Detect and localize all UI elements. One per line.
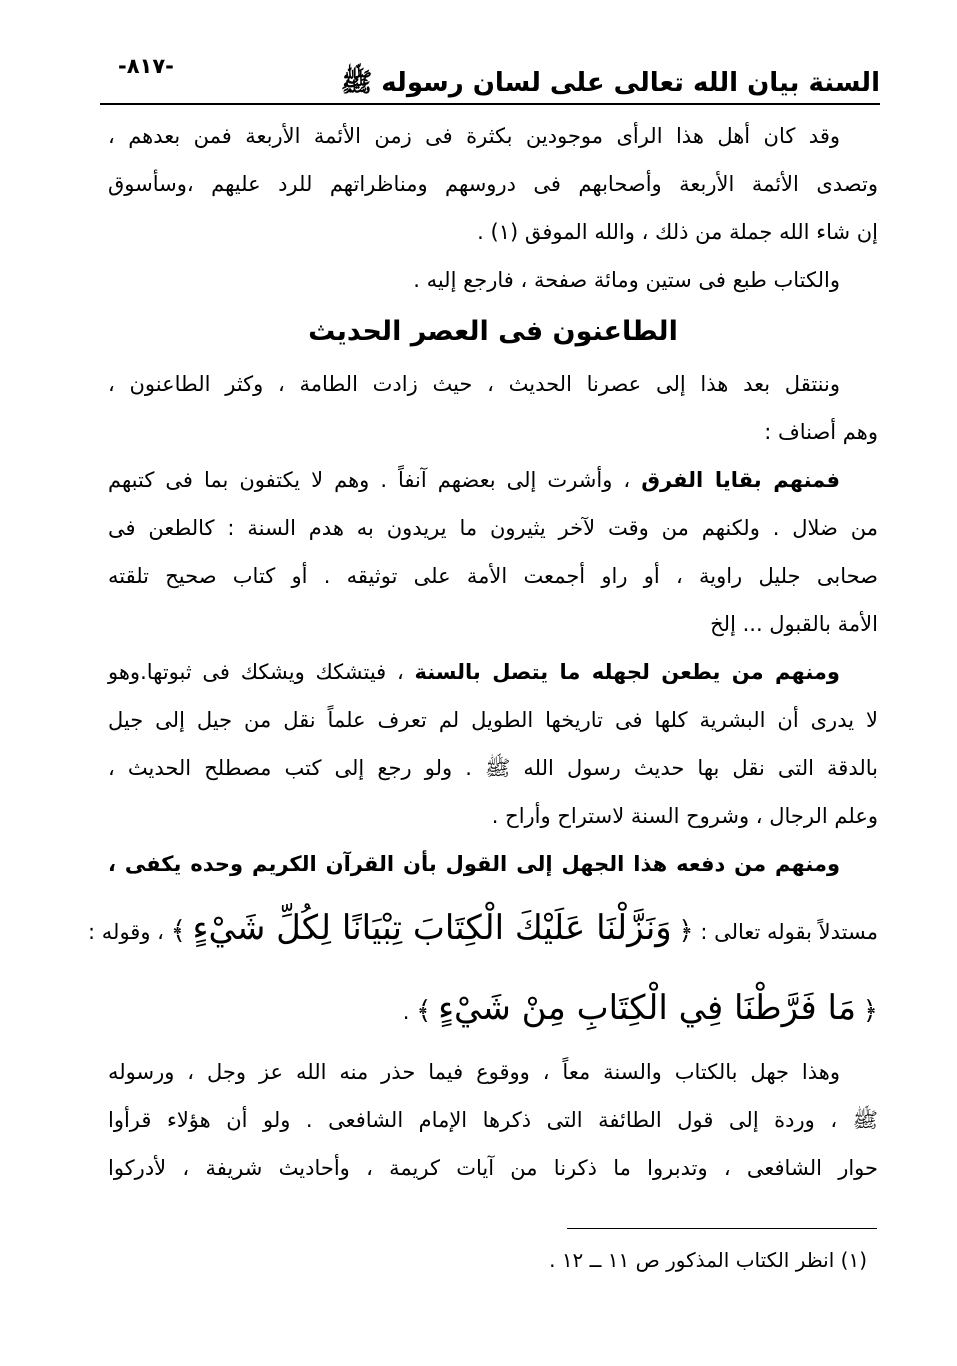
line-text: ، وأشرت إلى بعضهم آنفاً . وهم لا يكتفون بما فى كتبهم: [108, 468, 631, 492]
line-text: ، وقوله :: [88, 920, 164, 944]
paragraph-line: وهذا جهل بالكتاب والسنة معاً ، ووقوع فيما حذر منه الله عز وجل ، ورسوله: [108, 1060, 840, 1084]
paragraph-line: من ضلال . ولكنهم من وقت لآخر يثيرون ما يريدون به هدم السنة : كالطعن فى: [108, 516, 878, 540]
paragraph-line: ومنهم من دفعه هذا الجهل إلى القول بأن القرآن الكريم وحده يكفى ،: [108, 852, 840, 876]
quran-verse: مَا فَرَّطْنَا فِي الْكِتَابِ مِنْ شَيْءٍ: [438, 988, 857, 1028]
paragraph-line: الأمة بالقبول ... إلخ: [710, 612, 878, 636]
ornate-bracket-close: ﴾: [170, 916, 186, 946]
paragraph-line: حوار الشافعى ، وتدبروا ما ذكرنا من آيات كريمة ، وأحاديث شريفة ، لأدركوا: [108, 1156, 878, 1180]
line-text: مستدلاً بقوله تعالى :: [700, 920, 878, 944]
paragraph-line: وهم أصناف :: [764, 420, 878, 444]
paragraph-line: والكتاب طبع فى ستين ومائة صفحة ، فارجع إليه .: [413, 268, 840, 292]
paragraph-line: بالدقة التى نقل بها حديث رسول الله ﷺ . ولو رجع إلى كتب مصطلح الحديث ،: [108, 756, 878, 780]
section-heading: الطاعنون فى العصر الحديث: [308, 316, 678, 347]
paragraph-line: [108, 648, 878, 696]
paragraph-line: وننتقل بعد هذا إلى عصرنا الحديث ، حيث زادت الطامة ، وكثر الطاعنون ،: [108, 372, 840, 396]
paragraph-line: صحابى جليل راوية ، أو راو أجمعت الأمة على توثيقه . أو كتاب صحيح تلقته: [108, 564, 878, 588]
header-rule: [100, 103, 880, 105]
ornate-bracket-open: ﴿: [678, 916, 694, 946]
paragraph-line: وعلم الرجال ، وشروح السنة لاستراح وأراح .: [491, 804, 878, 828]
ornate-bracket-close: ﴾: [416, 996, 432, 1026]
line-text: .: [402, 1000, 410, 1024]
ornate-bracket-open: ﴿: [862, 996, 878, 1026]
paragraph-line: وقد كان أهل هذا الرأى موجودين بكثرة فى زمن الأئمة الأربعة فمن بعدهم ،: [108, 124, 840, 148]
paragraph-line: إن شاء الله جملة من ذلك ، والله الموفق (١) .: [477, 220, 878, 244]
paragraph-line: ﷺ ، وردة إلى قول الطائفة التى ذكرها الإمام الشافعى . ولو أن هؤلاء قرأوا: [108, 1108, 878, 1132]
footnote: (١) انظر الكتاب المذكور ص ١١ ــ ١٢ .: [549, 1248, 867, 1272]
page-header: [100, 50, 880, 100]
body-text: [88, 112, 878, 1192]
paragraph-line: وتصدى الأئمة الأربعة وأصحابهم فى دروسهم ومناظراتهم للرد عليهم ،وسأسوق: [108, 172, 878, 196]
bold-phrase: فمنهم بقايا الفرق: [641, 468, 840, 492]
quran-verse: وَنَزَّلْنَا عَلَيْكَ الْكِتَابَ تِبْيَانًا لِكُلِّ شَيْءٍ: [192, 908, 672, 948]
running-title: السنة بيان الله تعالى على لسان رسوله ﷺ: [340, 68, 880, 98]
bold-phrase: ومنهم من يطعن لجهله ما يتصل بالسنة: [414, 660, 840, 684]
footnote-rule: [567, 1228, 877, 1229]
paragraph-line: [108, 456, 878, 504]
quran-verse-line: [88, 888, 878, 968]
quran-verse-line: [108, 968, 878, 1048]
paragraph-line: لا يدرى أن البشرية كلها فى تاريخها الطويل لم تعرف علماً نقل من جيل إلى جيل: [108, 708, 878, 732]
line-text: ، فيتشكك ويشكك فى ثبوتها.وهو: [108, 660, 404, 684]
page-number: -٨١٧-: [118, 54, 174, 78]
